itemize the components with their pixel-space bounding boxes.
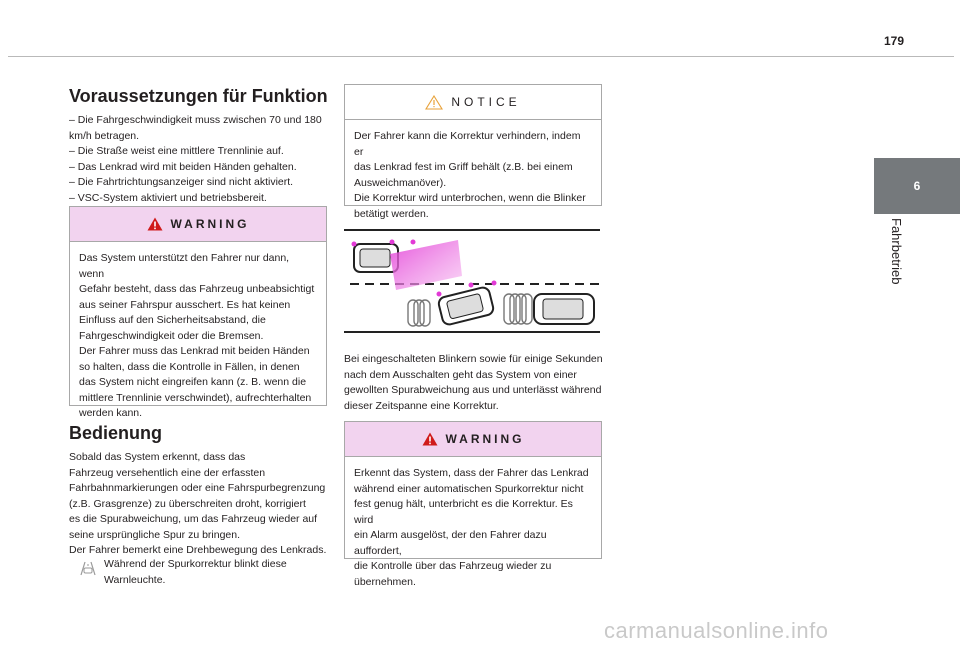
warning-triangle-icon	[422, 432, 438, 446]
text-line: die Kontrolle über das Fahrzeug wieder zu	[354, 560, 552, 572]
watermark: carmanualsonline.info	[604, 618, 829, 643]
conditions-section	[69, 86, 329, 206]
notice-box	[344, 84, 602, 220]
text-line: Bei eingeschalteten Blinkern sowie für einige Sekunden	[344, 353, 603, 365]
conditions-heading: Voraussetzungen für Funktion	[69, 86, 328, 106]
text-line: dieser Zeitspanne eine Korrektur.	[344, 399, 499, 412]
text-line: Die Korrektur wird unterbrochen, wenn die Blinker	[354, 192, 586, 204]
text-line: das Lenkrad fest im Griff behält (z.B. bei einem	[354, 161, 573, 173]
notice-title: NOTICE	[451, 95, 521, 109]
lane-assist-warning-icon	[78, 558, 98, 578]
text-line: Fahrzeug versehentlich eine der erfassten	[69, 466, 266, 479]
operation-section	[69, 423, 331, 559]
chapter-title: Fahrbetrieb	[889, 218, 904, 285]
text-line: Der Fahrer bemerkt eine Drehbewegung des Lenkrads.	[69, 544, 327, 556]
warning-triangle-icon	[147, 217, 163, 231]
list-item: – Die Fahrtrichtungsanzeiger sind nicht aktiviert.	[69, 176, 294, 188]
list-item: – Das Lenkrad wird mit beiden Händen gehalten.	[69, 160, 297, 173]
car-lower-drifting	[437, 286, 494, 326]
text-line: fest genug hält, unterbricht es die Korrektur. Es wird	[354, 498, 573, 526]
text-line: aus seiner Fahrspur ausschert. Es hat keinen	[79, 298, 291, 311]
warning-header	[345, 422, 601, 457]
top-divider	[8, 56, 954, 57]
page-number: 179	[884, 34, 905, 48]
text-line: seine ursprüngliche Spur zu bringen.	[69, 528, 241, 541]
text-line: (z.B. Grasgrenze) zu überschreiten droht, korrigiert	[69, 497, 306, 510]
text-line: Warnleuchte.	[104, 573, 166, 586]
lane-correction-illustration	[344, 228, 600, 336]
text-line: mittlere Trennlinie verschwindet), aufrechterhalten	[79, 391, 312, 404]
text-line: Ausweichmanöver).	[354, 176, 447, 189]
warning-box-2	[344, 421, 602, 588]
text-line: es die Spurabweichung, um das Fahrzeug wieder auf	[69, 513, 318, 525]
text-line: nach dem Ausschalten geht das System von einer	[344, 368, 577, 381]
warning-title: WARNING	[445, 432, 525, 446]
correction-zone	[390, 240, 462, 290]
text-line: übernehmen.	[354, 575, 416, 588]
notice-header	[345, 85, 601, 120]
text-line: Fahrgeschwindigkeit oder die Bremsen.	[79, 329, 264, 342]
list-item: – Die Fahrgeschwindigkeit muss zwischen 70 und 180 km/h betragen.	[69, 114, 322, 142]
operation-text	[69, 450, 331, 559]
text-line: ein Alarm ausgelöst, der den Fahrer dazu auffordert,	[354, 529, 547, 557]
list-item: – VSC-System aktiviert und betriebsbereit.	[69, 191, 267, 204]
text-line: während einer automatischen Spurkorrektur nicht	[354, 482, 584, 495]
text-line: betätigt werden.	[354, 207, 429, 220]
notice-triangle-icon	[425, 95, 443, 110]
text-line: Während der Spurkorrektur blinkt diese	[104, 558, 287, 570]
text-line: so halten, dass die Kontrolle in Fällen, in denen	[79, 360, 300, 373]
text-line: Einfluss auf den Sicherheitsabstand, die	[79, 314, 266, 326]
text-line: Fahrbahnmarkierungen oder eine Fahrspurbegrenzung	[69, 482, 326, 494]
operation-heading: Bedienung	[69, 423, 162, 443]
car-lower-corrected	[534, 294, 594, 324]
text-line: Sobald das System erkennt, dass das	[69, 451, 246, 463]
text-line: Gefahr besteht, dass das Fahrzeug unbeabsichtigt	[79, 283, 315, 295]
warning-header	[70, 207, 326, 242]
text-line: gewollten Spurabweichung aus und unterlässt während	[344, 384, 602, 396]
text-line: das System nicht eingreifen kann (z. B. wenn die	[79, 376, 307, 388]
text-line: werden kann.	[79, 407, 143, 419]
warning-title: WARNING	[170, 217, 250, 231]
chapter-tab[interactable]: 6	[874, 158, 960, 214]
text-line: Der Fahrer kann die Korrektur verhindern, indem er	[354, 130, 581, 158]
indicator-text	[104, 557, 324, 588]
figure-caption	[344, 352, 606, 414]
text-line: Das System unterstützt den Fahrer nur dann, wenn	[79, 252, 290, 280]
conditions-list	[69, 113, 329, 206]
list-item: – Die Straße weist eine mittlere Trennlinie auf.	[69, 145, 284, 157]
warning-text	[70, 242, 326, 430]
warning-text	[345, 457, 601, 598]
text-line: Erkennt das System, dass der Fahrer das Lenkrad	[354, 467, 589, 479]
text-line: Der Fahrer muss das Lenkrad mit beiden Händen	[79, 345, 310, 357]
warning-box-1	[69, 206, 327, 419]
notice-text	[345, 120, 601, 230]
